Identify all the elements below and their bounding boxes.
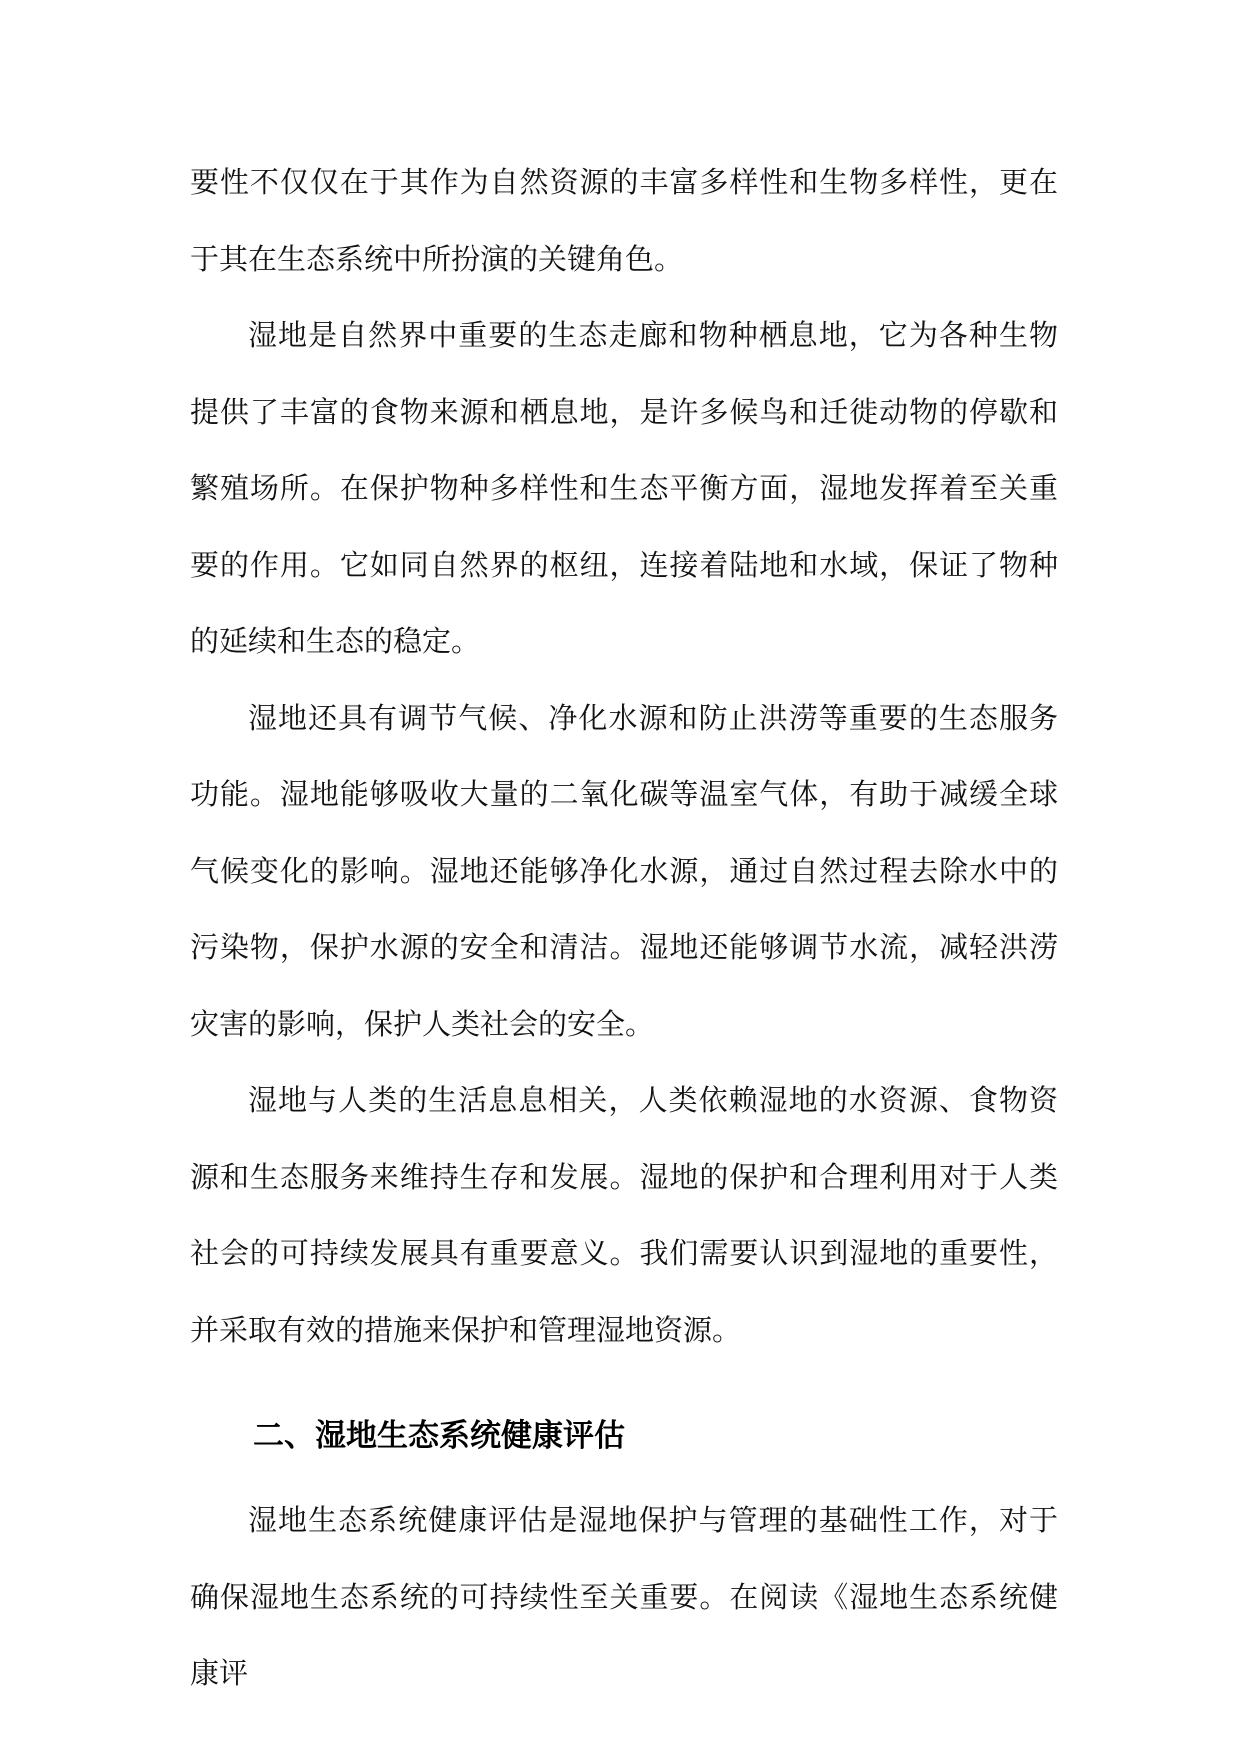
- paragraph-human-relation: 湿地与人类的生活息息相关，人类依赖湿地的水资源、食物资源和生态服务来维持生存和发展。湿地的保护和合理利用对于人类社会的可持续发展具有重要意义。我们需要认识到湿地的重要性，并采取有效的措施来保护和管理湿地资源。: [190, 1083, 1058, 1347]
- section-heading: 二、湿地生态系统健康评估: [253, 1418, 625, 1454]
- document-body: [190, 144, 1058, 1712]
- paragraph-continued: 要性不仅仅在于其作为自然资源的丰富多样性和生物多样性，更在于其在生态系统中所扮演的关键角色。: [190, 165, 1058, 276]
- paragraph-ecosystem-services: 湿地还具有调节气候、净化水源和防止洪涝等重要的生态服务功能。湿地能够吸收大量的二氧化碳等温室气体，有助于减缓全球气候变化的影响。湿地还能够净化水源，通过自然过程去除水中的污染物，保护水源的安全和清洁。湿地还能够调节水流，减轻洪涝灾害的影响，保护人类社会的安全。: [190, 700, 1058, 1041]
- paragraph-health-assessment: 湿地生态系统健康评估是湿地保护与管理的基础性工作，对于确保湿地生态系统的可持续性至关重要。在阅读《湿地生态系统健康评: [190, 1503, 1058, 1690]
- paragraph-wetland-habitat: 湿地是自然界中重要的生态走廊和物种栖息地，它为各种生物提供了丰富的食物来源和栖息地，是许多候鸟和迁徙动物的停歇和繁殖场所。在保护物种多样性和生态平衡方面，湿地发挥着至关重要的作用。它如同自然界的枢纽，连接着陆地和水域，保证了物种的延续和生态的稳定。: [190, 318, 1058, 658]
